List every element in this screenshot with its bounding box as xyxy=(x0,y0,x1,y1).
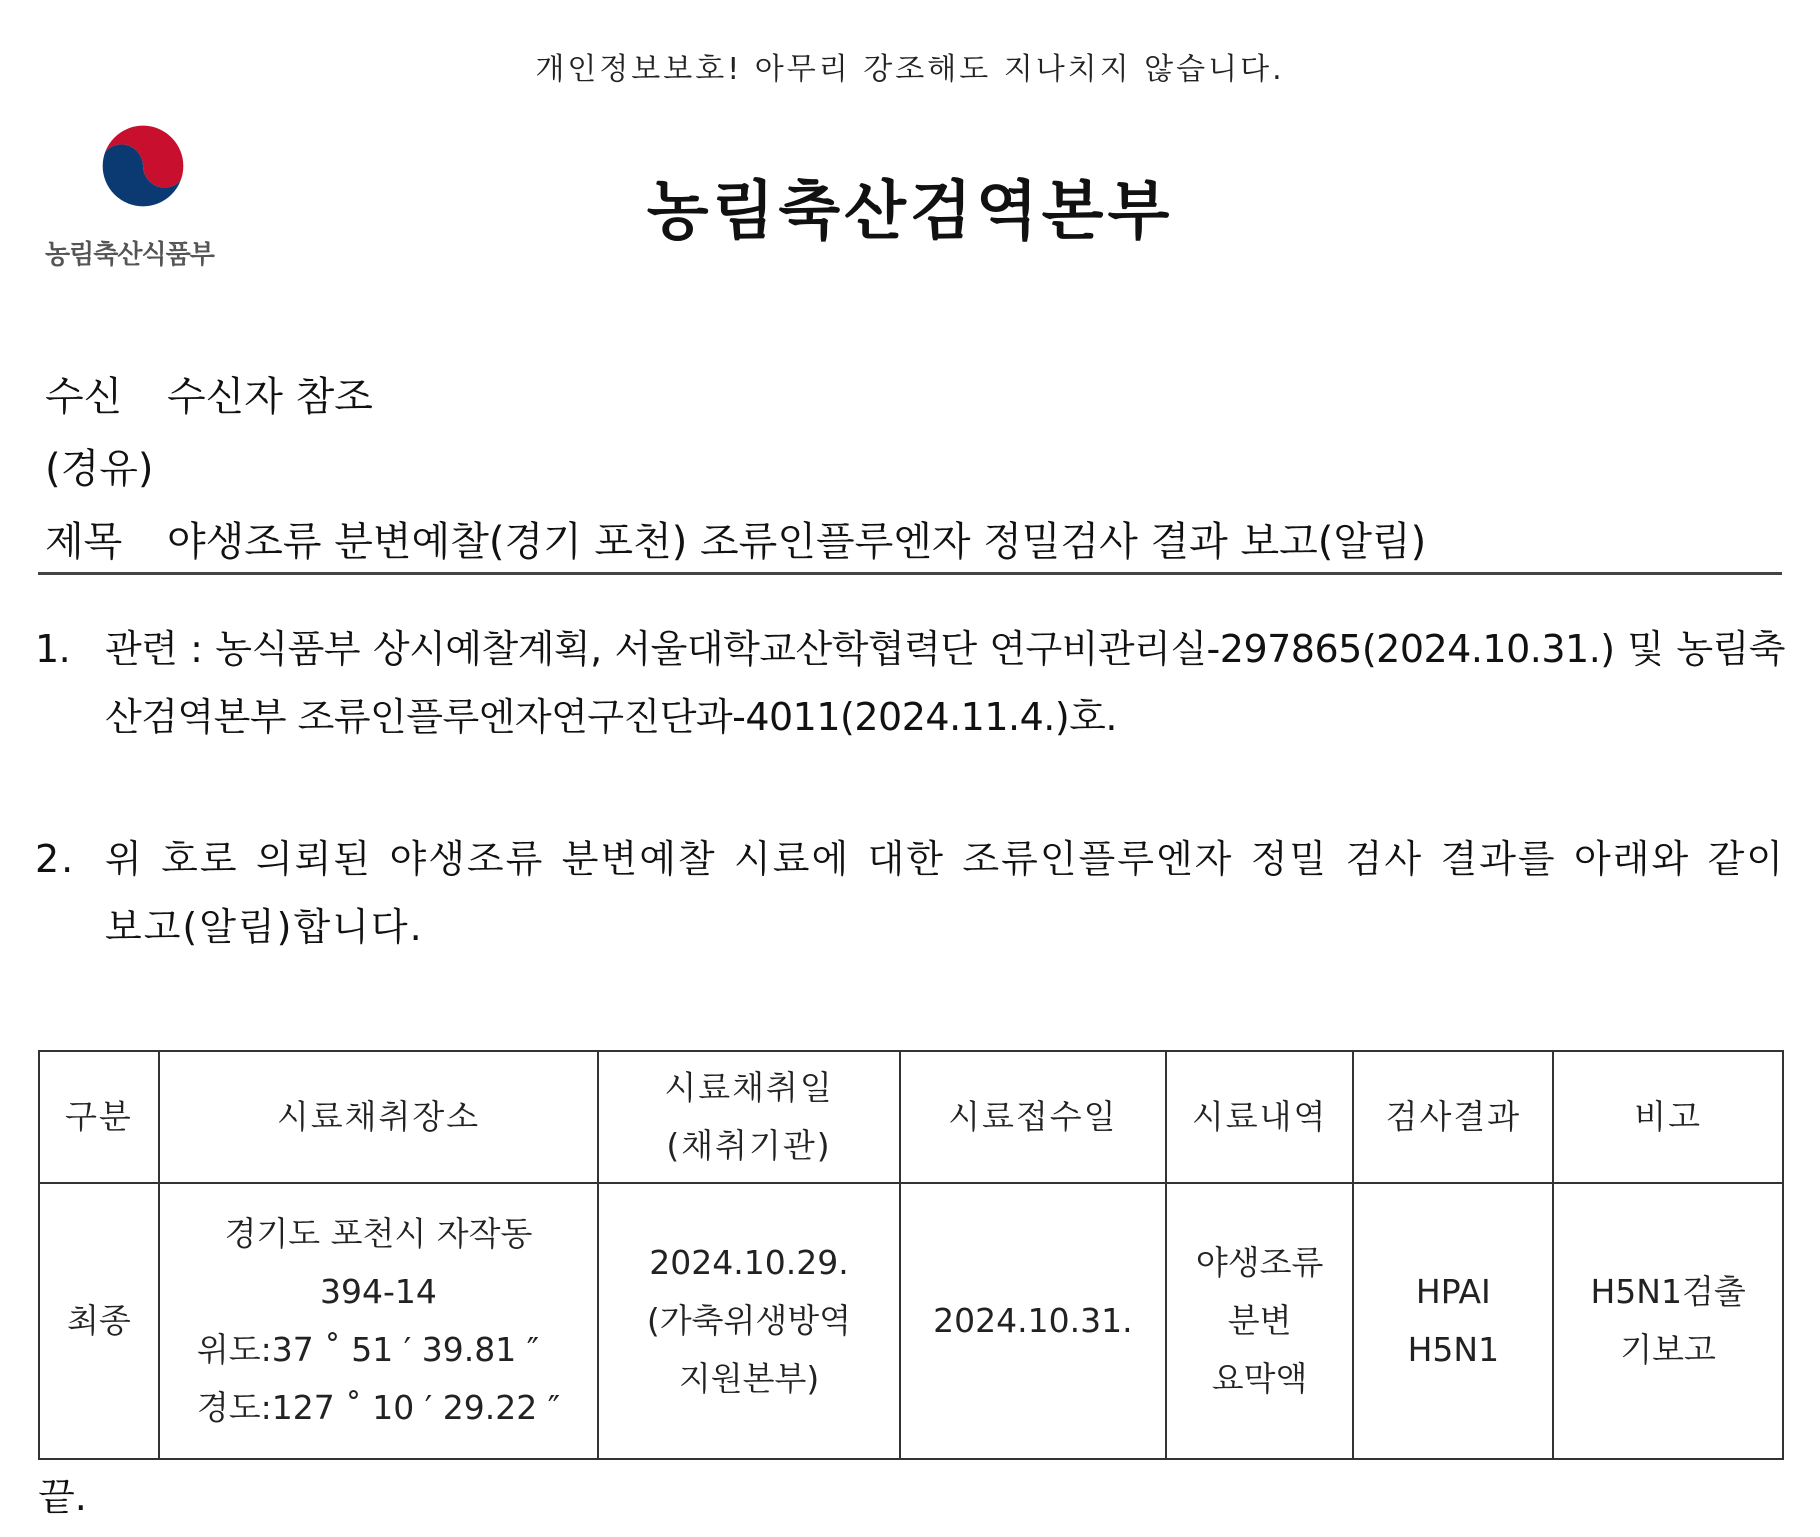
header-note: 비고 xyxy=(1553,1051,1783,1183)
subject-label: 제목 xyxy=(45,519,123,565)
cell-note xyxy=(1553,1183,1783,1459)
recipient-line xyxy=(45,365,373,422)
paragraph-1 xyxy=(35,615,1785,751)
collection-agency-line1: (가축위생방역 xyxy=(646,1301,852,1340)
subject-line xyxy=(45,510,1426,567)
header-category: 구분 xyxy=(39,1051,159,1183)
paragraph-1-number: 1. xyxy=(35,627,71,671)
sample-line3: 요막액 xyxy=(1211,1359,1308,1398)
cell-collection-date xyxy=(598,1183,900,1459)
recipient-value: 수신자 참조 xyxy=(167,374,373,420)
header-received: 시료접수일 xyxy=(900,1051,1166,1183)
paragraph-1-text: 관련 : 농식품부 상시예찰계획, 서울대학교산학협력단 연구비관리실-297865(2024.10.31.) 및 농림축산검역본부 조류인플루엔자연구진단과-4011(2024.11.4.)호. xyxy=(105,627,1785,739)
table-header-row xyxy=(39,1051,1783,1183)
result-line2: H5N1 xyxy=(1407,1330,1500,1369)
cell-sample xyxy=(1166,1183,1354,1459)
paragraph-2 xyxy=(35,825,1785,961)
note-line1: H5N1검출 xyxy=(1590,1272,1746,1311)
end-mark: 끝. xyxy=(38,1475,87,1519)
via-label: (경유) xyxy=(45,446,154,492)
paragraph-2-text: 위 호로 의뢰된 야생조류 분변예찰 시료에 대한 조류인플루엔자 정밀 검사 결과를 아래와 같이 보고(알림)합니다. xyxy=(105,837,1785,949)
collection-agency-line2: 지원본부) xyxy=(678,1359,820,1398)
cell-location xyxy=(159,1183,598,1459)
sample-line2: 분변 xyxy=(1227,1301,1292,1340)
result-table xyxy=(38,1050,1784,1460)
cell-category: 최종 xyxy=(39,1183,159,1459)
header-location: 시료채취장소 xyxy=(159,1051,598,1183)
collection-date: 2024.10.29. xyxy=(649,1243,849,1282)
location-latitude: 위도:37 ˚ 51 ′ 39.81 ″ xyxy=(196,1330,540,1369)
header-sample: 시료내역 xyxy=(1166,1051,1354,1183)
organization-title: 농림축산검역본부 xyxy=(646,175,1174,249)
location-line1: 경기도 포천시 자작동 xyxy=(224,1214,533,1253)
via-line xyxy=(45,437,154,494)
cell-result xyxy=(1353,1183,1553,1459)
header-result: 검사결과 xyxy=(1353,1051,1553,1183)
note-line2: 기보고 xyxy=(1620,1330,1716,1369)
privacy-slogan: 개인정보보호! 아무리 강조해도 지나치지 않습니다. xyxy=(535,52,1285,87)
ministry-name: 농림축산식품부 xyxy=(45,240,214,270)
subject-value: 야생조류 분변예찰(경기 포천) 조류인플루엔자 정밀검사 결과 보고(알림) xyxy=(167,519,1427,565)
location-line2: 394-14 xyxy=(320,1272,437,1311)
cell-received: 2024.10.31. xyxy=(900,1183,1166,1459)
header-date-line1: 시료채취일 xyxy=(664,1068,834,1107)
recipient-label: 수신 xyxy=(45,374,123,420)
paragraph-2-number: 2. xyxy=(35,837,76,881)
table-row xyxy=(39,1183,1783,1459)
result-line1: HPAI xyxy=(1415,1272,1491,1311)
header-collection-date xyxy=(598,1051,900,1183)
header-date-line2: (채취기관) xyxy=(666,1126,832,1165)
location-longitude: 경도:127 ˚ 10 ′ 29.22 ″ xyxy=(196,1388,561,1427)
header-divider xyxy=(38,572,1782,575)
sample-line1: 야생조류 xyxy=(1195,1243,1324,1282)
